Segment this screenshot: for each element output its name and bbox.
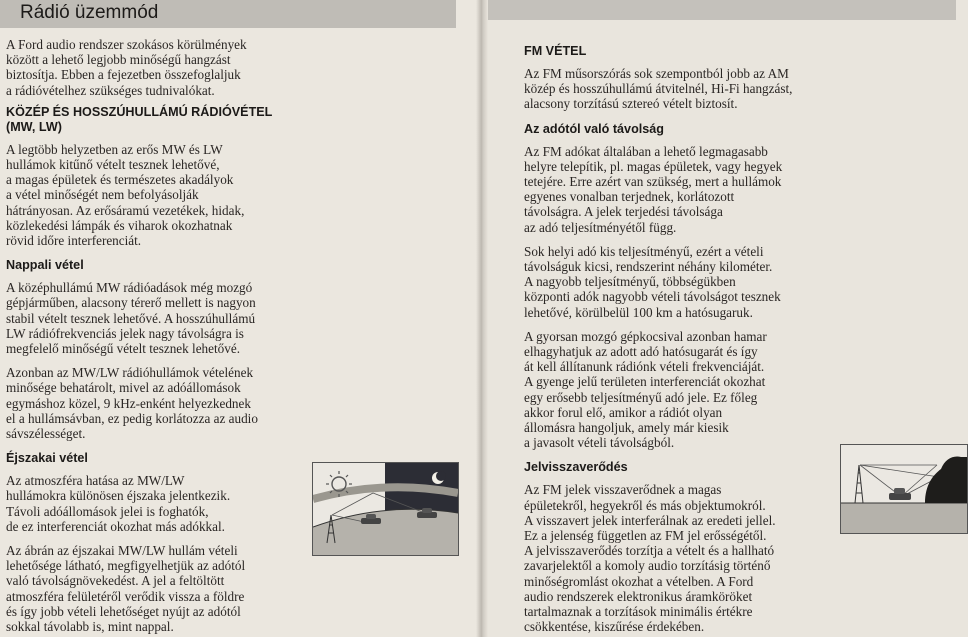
page-title: Rádió üzemmód xyxy=(20,2,159,23)
header-bar-right xyxy=(488,0,956,20)
night-paragraph-1: Az atmoszféra hatása az MW/LW hullámokra különösen éjszaka jelentkezik. Távoli adóállomások jelei is foghatók, de ez interferenciát okozhat más adókkal. xyxy=(6,473,231,534)
left-page xyxy=(0,0,476,637)
heading-night-reception: Éjszakai vétel xyxy=(6,451,88,466)
right-page xyxy=(488,0,968,637)
heading-mw-lw: KÖZÉP ÉS HOSSZÚHULLÁMÚ RÁDIÓVÉTEL (MW, LW) xyxy=(6,104,273,134)
night-reception-figure xyxy=(312,462,459,556)
mw-lw-paragraph: A legtöbb helyzetben az erős MW és LW hullámok kitűnő vételt tesznek lehetővé, a magas épületek és természetes akadályok a vétel minőségét nem befolyásolják hátrányosan. Az erősáramú vezetékek, hidak, közlekedési lámpák és viharok okozhatnak rövid időre interferenciát. xyxy=(6,141,245,249)
right-column xyxy=(524,44,834,637)
book-gutter xyxy=(476,0,488,637)
heading-transmitter-distance: Az adótól való távolság xyxy=(524,121,664,136)
heading-fm-reception: FM VÉTEL xyxy=(524,44,587,58)
distance-paragraph-3: A gyorsan mozgó gépkocsival azonban hamar elhagyhatjuk az adott adó hatósugarát és így át kell állítanunk rádiónk vételi frekvenciáját. A gyenge jelű területen interferenciát okozhat egy erősebb teljesítményű adó jele. Ez főleg akkor forul elő, amikor a rádiót olyan állomásra hangoljuk, amely már kiesik a javasolt vételi távolságból. xyxy=(524,328,767,451)
reflection-figure xyxy=(840,444,968,534)
intro-paragraph: A Ford audio rendszer szokásos körülmények között a lehető legjobb minőségű hangzást biztosítja. Ebben a fejezetben összefoglaljuk a rádióvételhez szükséges tudnivalókat. xyxy=(6,37,247,98)
left-column xyxy=(6,37,306,637)
night-paragraph-2: Az ábrán az éjszakai MW/LW hullám vételi lehetősége látható, megfigyelhetjük az adótól való távolságnövekedést. A jel a feltöltött atmoszféra felületéről verődik vissza a földre és így jobb vételi lehetőséget nyújt az adótól sokkal távolabb is, mint nappal. xyxy=(6,543,246,635)
distance-paragraph-2: Sok helyi adó kis teljesítményű, ezért a vételi távolságuk kicsi, rendszerint néhány kilométer. A nagyobb teljesítményű, többségükben központi adók nagyobb vételi távolságot tesznek lehetővé, körülbelül 100 km a hatósugaruk. xyxy=(524,243,781,320)
day-paragraph-2: Azonban az MW/LW rádióhullámok vételének minősége behatárolt, mivel az adóállomások egymáshoz közel, 9 kHz-enként helyezkednek el a hullámsávban, ez pedig korlátozza az audio sávszélességet. xyxy=(6,365,258,442)
fm-paragraph: Az FM műsorszórás sok szempontból jobb az AM közép és hosszúhullámú átvitelnél, Hi-Fi hangzást, alacsony torzítású sztereó vételt biztosít. xyxy=(524,66,793,112)
heading-signal-reflection: Jelvisszaverődés xyxy=(524,460,628,475)
day-paragraph-1: A középhullámú MW rádióadások még mozgó gépjárműben, alacsony térerő mellett is nagyon stabil vételt tesznek lehetővé. A hosszúhullámú LW rádiófrekvenciás jelek nagy távolságra is megfelelő minőségű vételt tesznek lehetővé. xyxy=(6,280,256,357)
reflection-paragraph: Az FM jelek visszaverődnek a magas épületekről, hegyekről és más objektumokról. A visszavert jelek interferálnak az eredeti jellel. Ez a jelenség független az FM jel erősségétől. A jelvisszaverődés torzítja a vételt és a hallható zavarjelektől a komoly audio torzításig történő minőségromlást okozhat a vételben. A Ford audio rendszerek elektronikus áramköröket tartalmaznak a torzítások minimális értékre csökkentése, kiszűrése érdekében. xyxy=(524,482,776,635)
heading-day-reception: Nappali vétel xyxy=(6,258,84,273)
distance-paragraph-1: Az FM adókat általában a lehető legmagasabb helyre telepítik, pl. magas épületek, vagy hegyek tetejére. Erre azért van szükség, mert a hullámok egyenes vonalban terjednek, korlátozott távolságra. A jelek terjedési távolsága az adó teljesítményétől függ. xyxy=(524,143,783,235)
